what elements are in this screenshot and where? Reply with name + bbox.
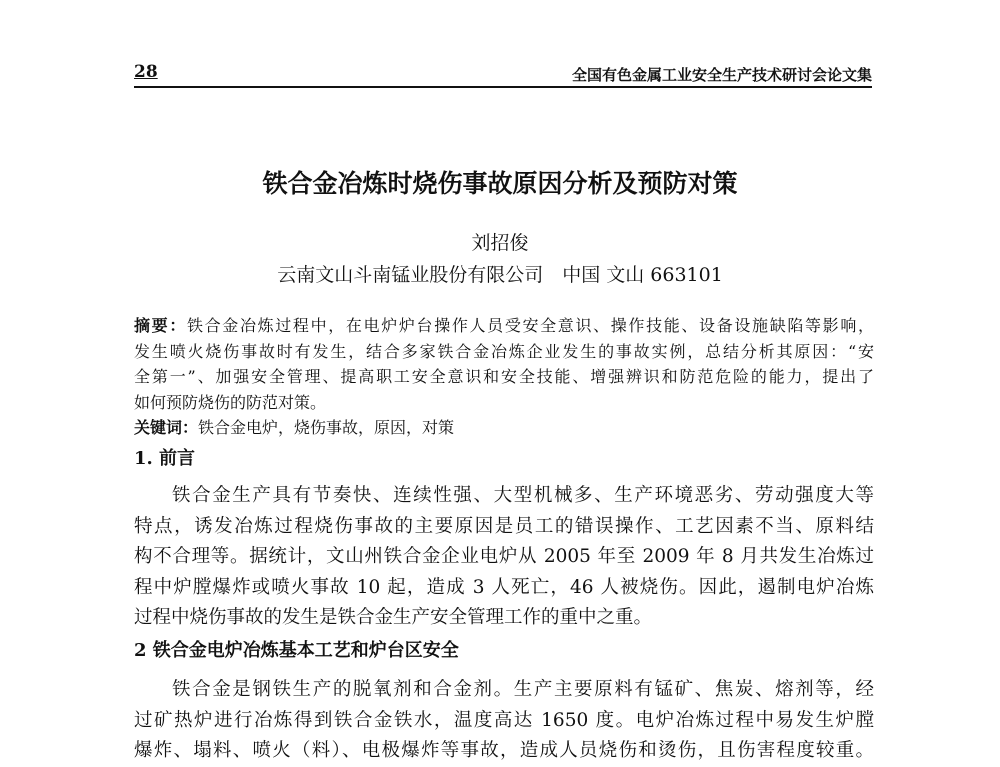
abstract-line: 全第一”、加强安全管理、提高职工安全意识和安全技能、增强辨识和防范危险的能力，提出了 [134, 367, 874, 386]
abstract-label: 摘要： [134, 316, 187, 335]
paragraph-line: 程中炉膛爆炸或喷火事故 10 起，造成 3 人死亡，46 人被烧伤。因此，遏制电炉冶炼 [134, 576, 874, 598]
abstract-line: 发生喷火烧伤事故时有发生，结合多家铁合金冶炼企业发生的事故实例，总结分析其原因：“安 [134, 341, 874, 361]
keywords: 铁合金电炉，烧伤事故，原因，对策 [198, 418, 455, 437]
paragraph-line: 特点，诱发冶炼过程烧伤事故的主要原因是员工的错误操作、工艺因素不当、原料结 [134, 515, 874, 537]
section-paragraph [134, 675, 874, 767]
page-number: 28 [134, 62, 158, 82]
paragraph-line: 铁合金是钢铁生产的脱氧剂和合金剂。生产主要原料有锰矿、焦炭、熔剂等，经 [172, 679, 874, 700]
article-title: 铁合金冶炼时烧伤事故原因分析及预防对策 [262, 169, 738, 198]
paragraph-line: 铁合金生产具有节奏快、连续性强、大型机械多、生产环境恶劣、劳动强度大等 [172, 485, 874, 506]
paragraph-line: 构不合理等。据统计，文山州铁合金企业电炉从 2005 年至 2009 年 8 月共发生冶炼过 [134, 546, 874, 567]
author-affiliation: 云南文山斗南锰业股份有限公司 中国 文山 663101 [277, 264, 723, 286]
header-rule [134, 86, 872, 88]
section-heading-process-safety: 2 铁合金电炉冶炼基本工艺和炉台区安全 [134, 640, 459, 661]
article-author: 刘招俊 [471, 232, 529, 254]
abstract-line: 铁合金冶炼过程中，在电炉炉台操作人员受安全意识、操作技能、设备设施缺陷等影响， [186, 316, 874, 335]
keywords-label: 关键词： [134, 418, 199, 437]
abstract-line: 如何预防烧伤的防范对策。 [134, 392, 327, 412]
paragraph-line: 过程中烧伤事故的发生是铁合金生产安全管理工作的重中之重。 [134, 607, 653, 628]
section-paragraph [134, 481, 874, 634]
running-header-title: 全国有色金属工业安全生产技术研讨会论文集 [571, 66, 872, 84]
paragraph-line: 过矿热炉进行冶炼得到铁合金铁水，温度高达 1650 度。电炉冶炼过程中易发生炉膛 [134, 709, 874, 731]
paragraph-line: 爆炸、塌料、喷火（料）、电极爆炸等事故，造成人员烧伤和烫伤，且伤害程度较重。 [134, 740, 874, 761]
section-heading-introduction: 1. 前言 [134, 448, 196, 469]
abstract [134, 313, 874, 441]
